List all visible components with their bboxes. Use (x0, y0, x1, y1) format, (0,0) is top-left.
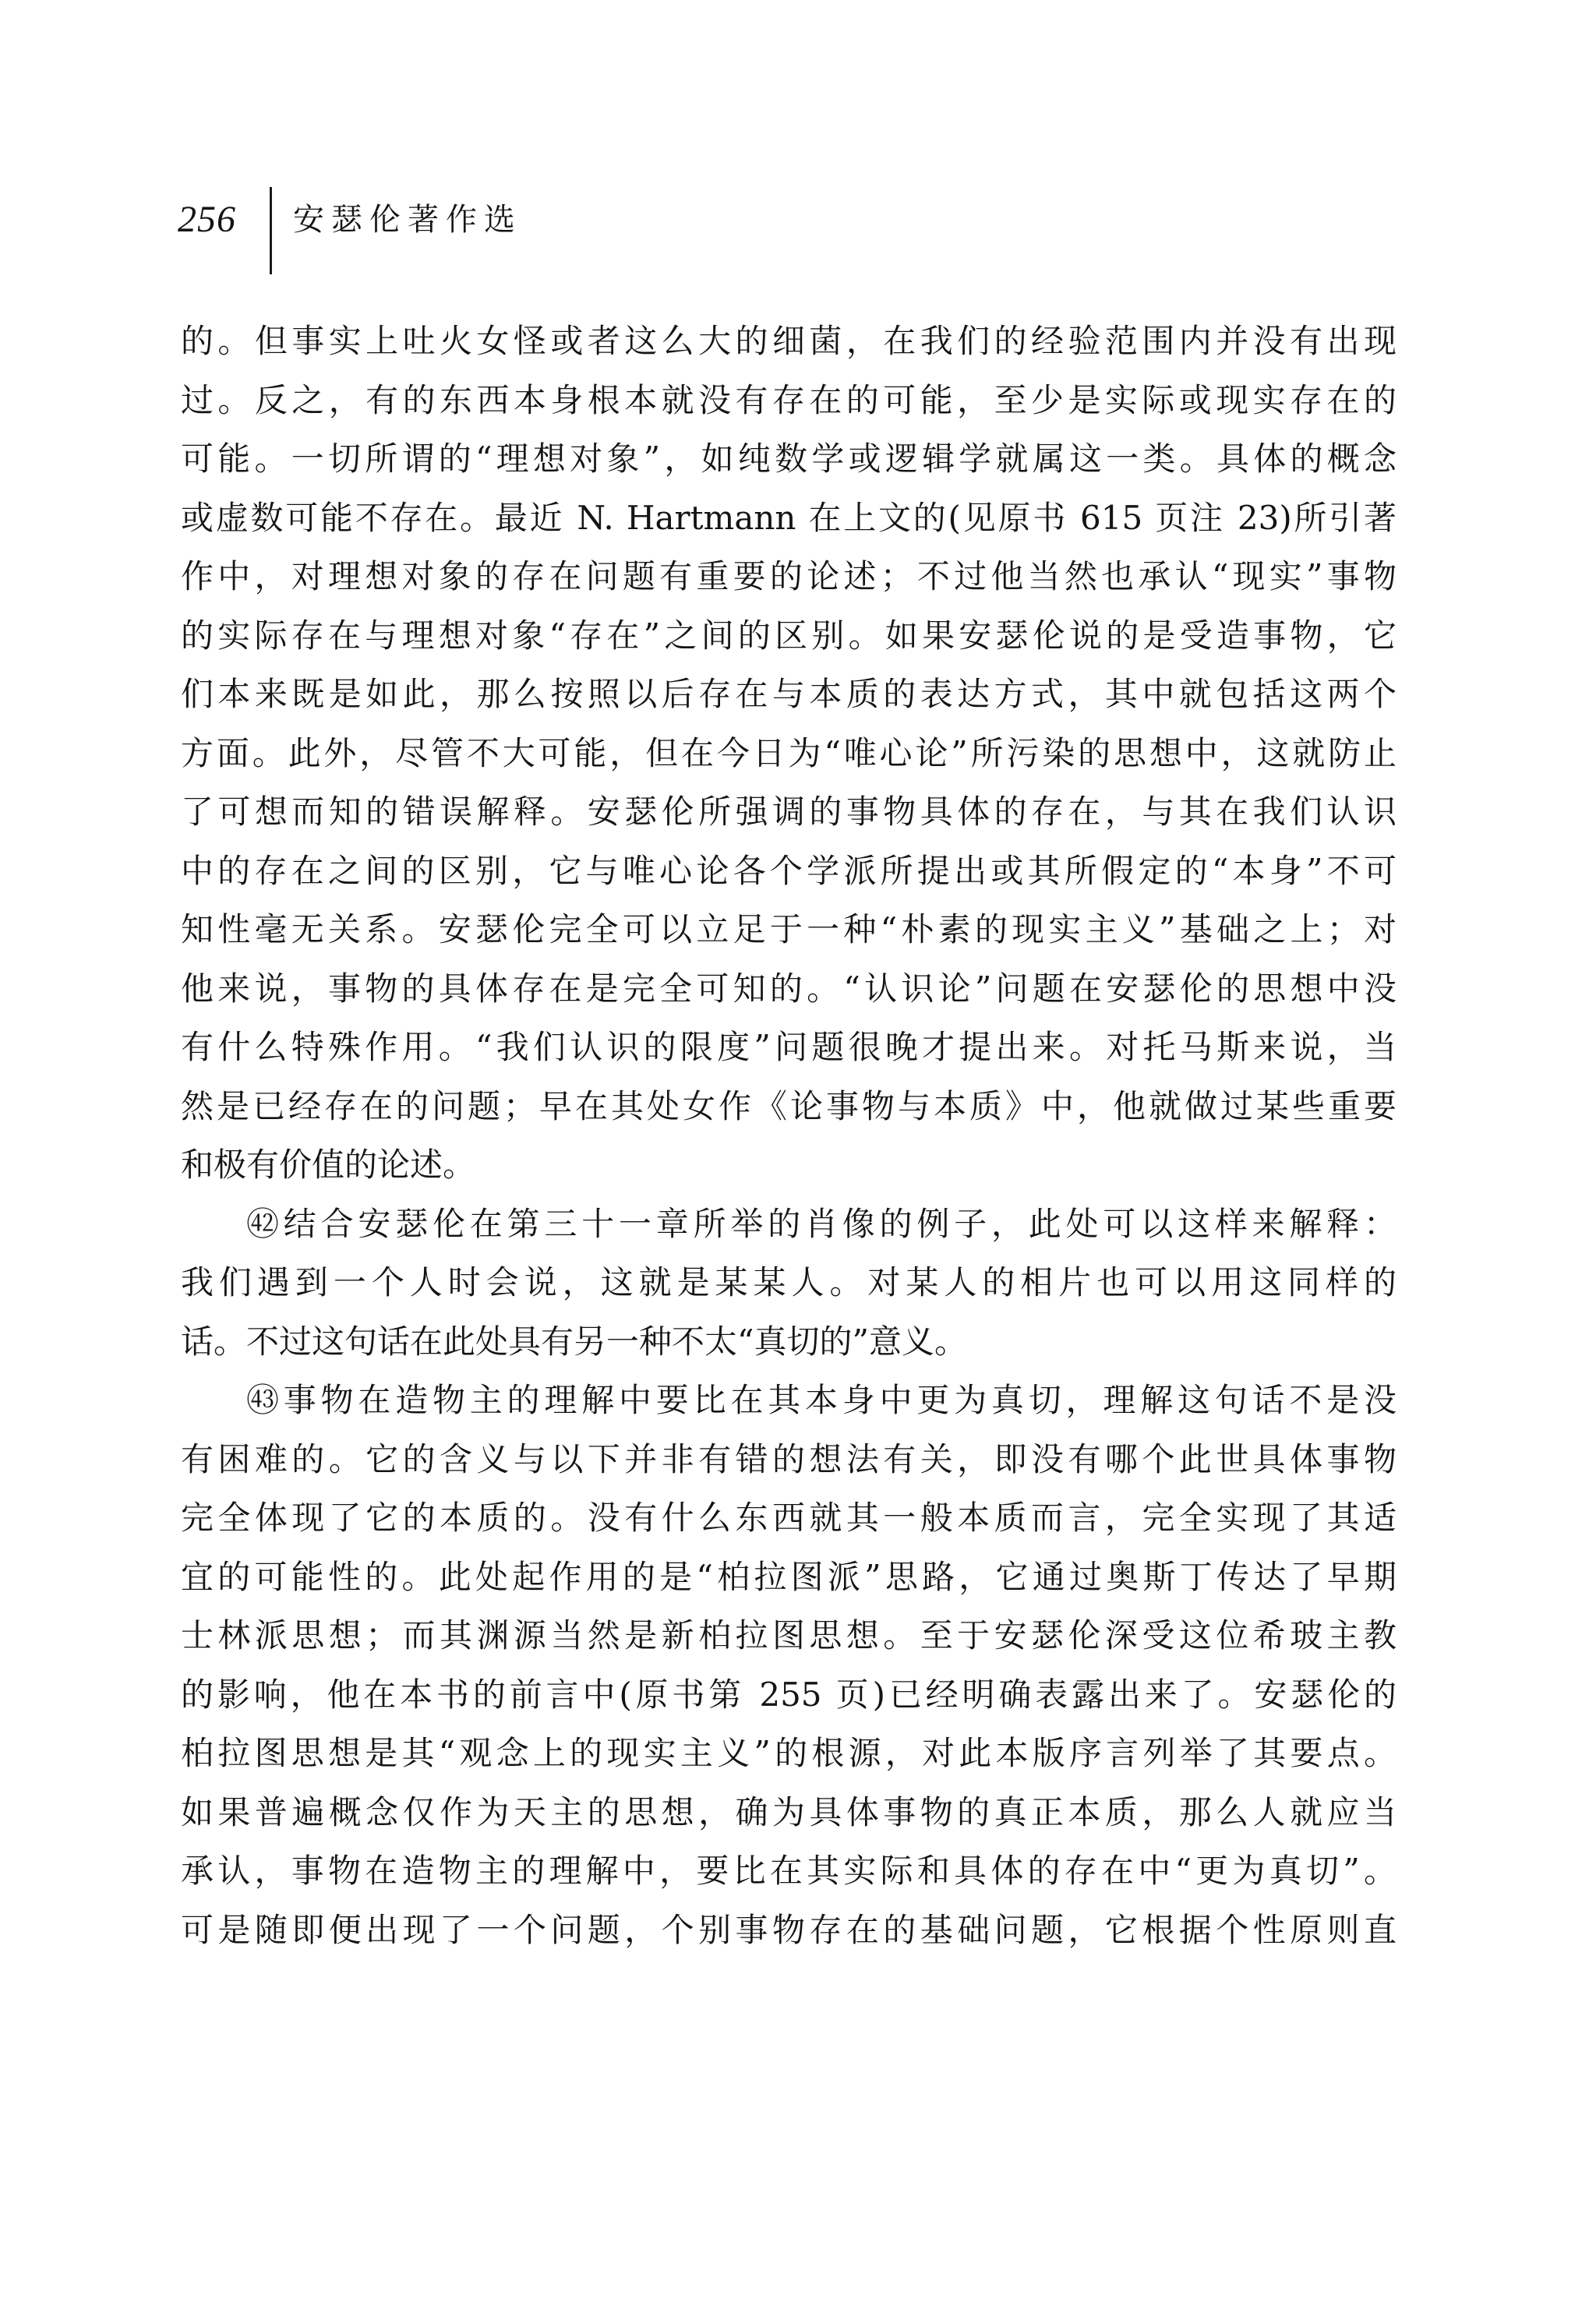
text-line: 宜的可能性的。此处起作用的是“柏拉图派”思路，它通过奥斯丁传达了早期 (181, 1557, 1396, 1596)
text-line: 知性毫无关系。安瑟伦完全可以立足于一种“朴素的现实主义”基础之上；对 (181, 910, 1396, 948)
text-line: 了可想而知的错误解释。安瑟伦所强调的事物具体的存在，与其在我们认识 (181, 793, 1396, 831)
text-line: 他来说，事物的具体存在是完全可知的。“认识论”问题在安瑟伦的思想中没 (181, 969, 1396, 1008)
text-line: 的实际存在与理想对象“存在”之间的区别。如果安瑟伦说的是受造事物，它 (181, 616, 1396, 655)
text-line: 们本来既是如此，那么按照以后存在与本质的表达方式，其中就包括这两个 (181, 675, 1396, 713)
text-line: 有什么特殊作用。“我们认识的限度”问题很晚才提出来。对托马斯来说，当 (181, 1028, 1396, 1066)
running-head (178, 187, 723, 274)
text-line: 完全体现了它的本质的。没有什么东西就其一般本质而言，完全实现了其适 (181, 1499, 1396, 1537)
text-line: 可是随即便出现了一个问题，个别事物存在的基础问题，它根据个性原则直 (181, 1910, 1396, 1949)
book-title: 安瑟伦著作选 (293, 202, 522, 238)
text-line: 有困难的。它的含义与以下并非有错的想法有关，即没有哪个此世具体事物 (181, 1439, 1396, 1478)
text-line: 的。但事实上吐火女怪或者这么大的细菌，在我们的经验范围内并没有出现 (181, 322, 1396, 360)
text-line: 柏拉图思想是其“观念上的现实主义”的根源，对此本版序言列举了其要点。 (181, 1734, 1396, 1772)
text-line: 过。反之，有的东西本身根本就没有存在的可能，至少是实际或现实存在的 (181, 380, 1396, 419)
text-line: 中的存在之间的区别，它与唯心论各个学派所提出或其所假定的“本身”不可 (181, 851, 1396, 890)
text-line: 可能。一切所谓的“理想对象”，如纯数学或逻辑学就属这一类。具体的概念 (181, 440, 1396, 478)
text-line: 我们遇到一个人时会说，这就是某某人。对某人的相片也可以用这同样的 (181, 1263, 1396, 1301)
text-line: 或虚数可能不存在。最近 N. Hartmann 在上文的(见原书 615 页注 23)所引著 (181, 498, 1396, 537)
page-number: 256 (178, 199, 236, 240)
text-line: 方面。此外，尽管不大可能，但在今日为“唯心论”所污染的思想中，这就防止 (181, 733, 1396, 772)
header-vertical-rule (270, 187, 272, 274)
text-line: 话。不过这句话在此处具有另一种不太“真切的”意义。 (181, 1322, 967, 1361)
text-line: 作中，对理想对象的存在问题有重要的论述；不过他当然也承认“现实”事物 (181, 557, 1396, 595)
note-43-line: ㊸事物在造物主的理解中要比在其本身中更为真切，理解这句话不是没 (246, 1381, 1396, 1419)
text-line: 的影响，他在本书的前言中(原书第 255 页)已经明确表露出来了。安瑟伦的 (181, 1675, 1396, 1714)
text-line: 承认，事物在造物主的理解中，要比在其实际和具体的存在中“更为真切”。 (181, 1852, 1396, 1890)
text-line: 然是已经存在的问题；早在其处女作《论事物与本质》中，他就做过某些重要 (181, 1086, 1396, 1125)
note-42-line: ㊷结合安瑟伦在第三十一章所举的肖像的例子，此处可以这样来解释： (246, 1204, 1396, 1243)
text-line: 士林派思想；而其渊源当然是新柏拉图思想。至于安瑟伦深受这位希玻主教 (181, 1616, 1396, 1654)
body-text (181, 312, 1396, 1959)
text-line: 和极有价值的论述。 (181, 1146, 476, 1184)
text-line: 如果普遍概念仅作为天主的思想，确为具体事物的真正本质，那么人就应当 (181, 1792, 1396, 1831)
